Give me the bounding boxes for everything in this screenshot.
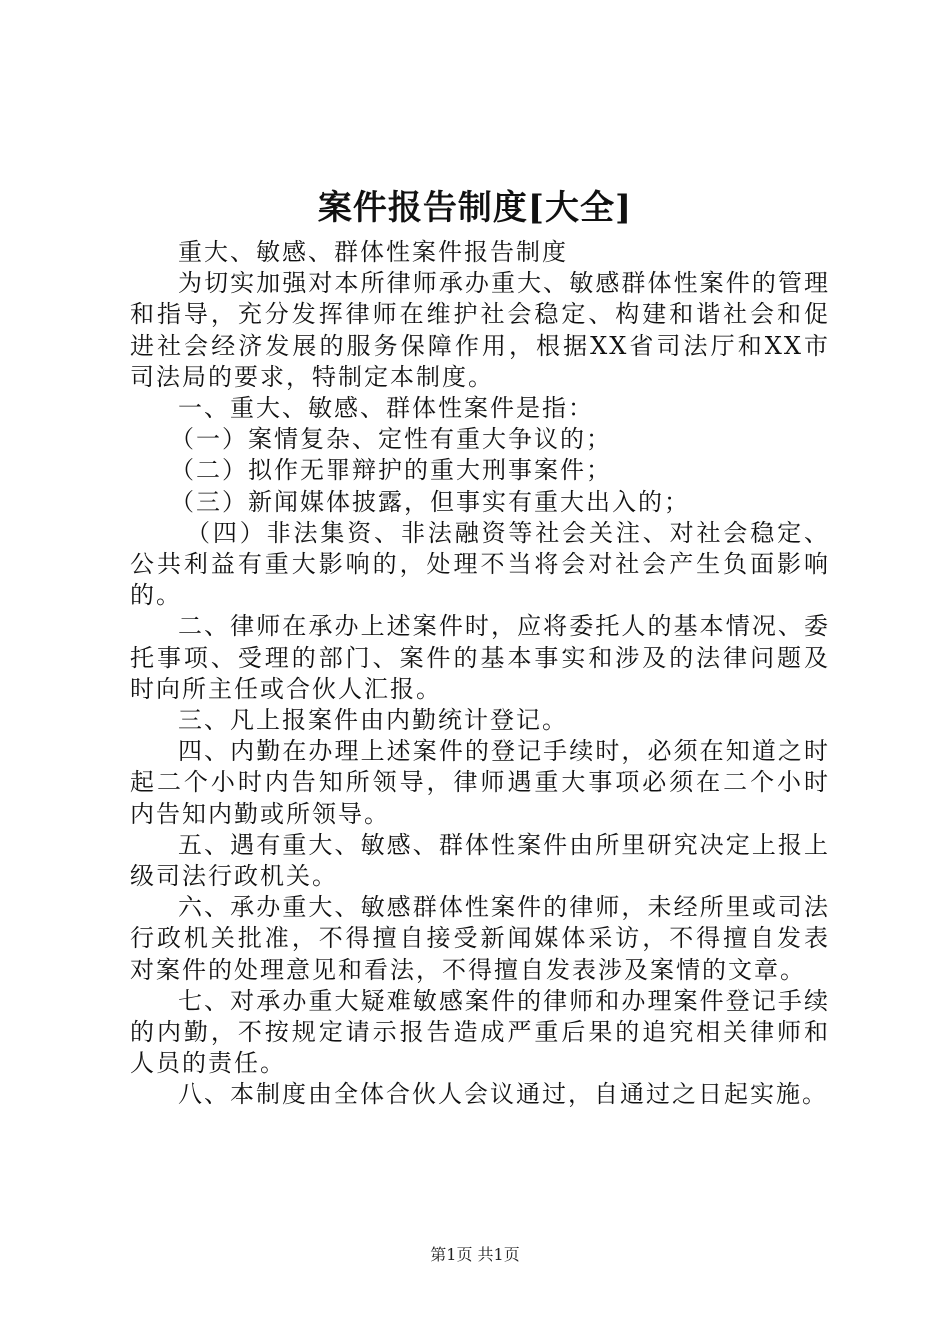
paragraph-item-3: （三）新闻媒体披露，但事实有重大出入的； (170, 487, 690, 516)
paragraph-section-1: 一、重大、敏感、群体性案件是指： (178, 394, 594, 423)
document-body (130, 237, 830, 1111)
paragraph-item-1: （一）案情复杂、定性有重大争议的； (170, 425, 612, 454)
paragraph-section-2: 二、律师在承办上述案件时，应将委托人的基本情况、委托事项、受理的部门、案件的基本事实和涉及的法律问题及时向所主任或合伙人汇报。 (130, 612, 830, 703)
paragraph-section-6: 六、承办重大、敏感群体性案件的律师，未经所里或司法行政机关批准，不得擅自接受新闻媒体采访，不得擅自发表对案件的处理意见和看法，不得擅自发表涉及案情的文章。 (130, 893, 830, 984)
paragraph-section-5: 五、遇有重大、敏感、群体性案件由所里研究决定上报上级司法行政机关。 (130, 830, 830, 891)
paragraph-section-8: 八、本制度由全体合伙人会议通过，自通过之日起实施。 (178, 1080, 828, 1109)
paragraph-item-2: （二）拟作无罪辩护的重大刑事案件； (170, 456, 612, 485)
paragraph-section-4: 四、内勤在办理上述案件的登记手续时，必须在知道之时起二个小时内告知所领导，律师遇重大事项必须在二个小时内告知内勤或所领导。 (130, 737, 830, 828)
paragraph-section-7: 七、对承办重大疑难敏感案件的律师和办理案件登记手续的内勤，不按规定请示报告造成严重后果的追究相关律师和人员的责任。 (130, 986, 830, 1078)
paragraph-intro: 为切实加强对本所律师承办重大、敏感群体性案件的管理和指导，充分发挥律师在维护社会稳定、构建和谐社会和促进社会经济发展的服务保障作用，根据XX省司法厅和XX市司法局的要求，特制定本制度。 (130, 269, 830, 391)
paragraph-section-3: 三、凡上报案件由内勤统计登记。 (178, 706, 568, 735)
page-footer: 第1页 共1页 (430, 1245, 520, 1264)
paragraph-subtitle: 重大、敏感、群体性案件报告制度 (178, 238, 568, 266)
document-title: 案件报告制度[大全] (317, 188, 633, 228)
paragraph-item-4: （四）非法集资、非法融资等社会关注、对社会稳定、公共利益有重大影响的，处理不当将会对社会产生负面影响的。 (130, 518, 830, 610)
